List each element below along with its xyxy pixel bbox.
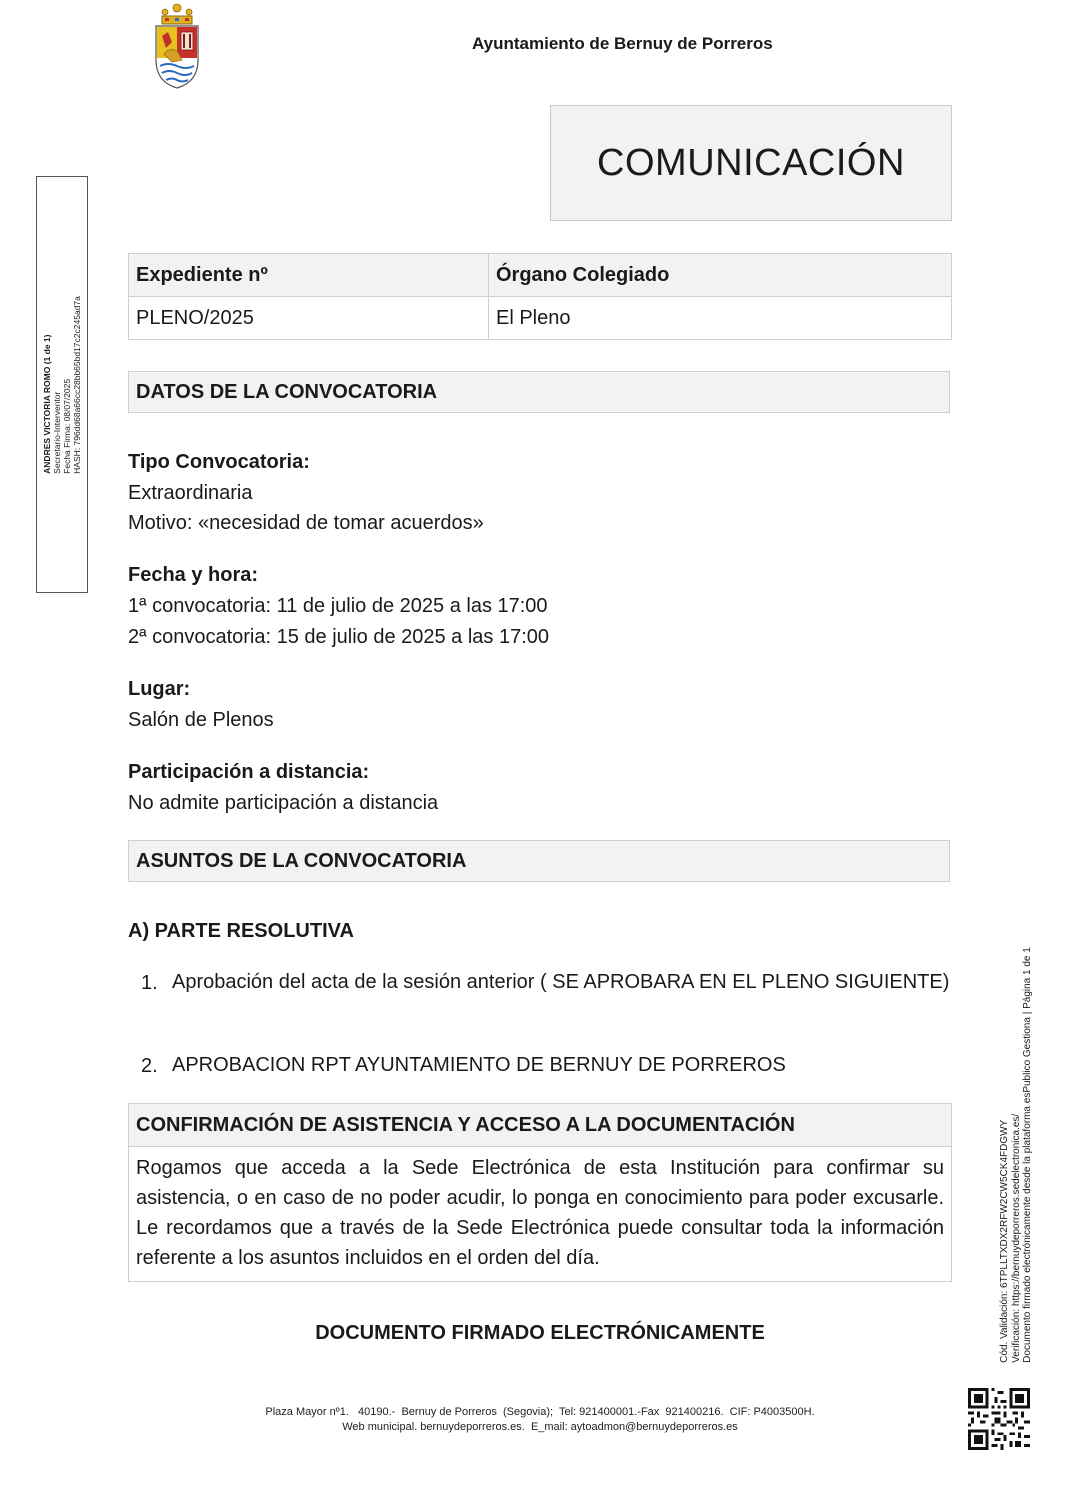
validation-code: Cód. Validación: 6TPLLTXDX2RFW2CW5CK4FDGWY xyxy=(998,1119,1010,1363)
lugar-value: Salón de Plenos xyxy=(128,709,274,731)
fecha-label: Fecha y hora: xyxy=(128,564,259,586)
confirmacion-box xyxy=(128,1103,952,1282)
convocatoria-2: 2ª convocatoria: 15 de julio de 2025 a las 17:00 xyxy=(128,626,550,648)
participacion-label: Participación a distancia: xyxy=(128,761,370,783)
organo-value: El Pleno xyxy=(489,297,952,340)
agenda-item-text: Aprobación del acta de la sesión anterior ( SE APROBARA EN EL PLENO SIGUIENTE) xyxy=(172,971,950,993)
tipo-value: Extraordinaria xyxy=(128,482,253,504)
validation-strip xyxy=(999,947,1034,1363)
qr-code xyxy=(968,1388,1030,1450)
coat-of-arms-logo xyxy=(150,2,204,90)
organization-name: Ayuntamiento de Bernuy de Porreros xyxy=(472,34,773,53)
footer-contact: Web municipal. bernuydeporreros.es. E_mail: aytoadmon@bernuydeporreros.es xyxy=(342,1421,738,1433)
footer-address: Plaza Mayor nº1. 40190.- Bernuy de Porreros (Segovia); Tel: 921400001.-Fax 921400216. CIF: P4003500H. xyxy=(265,1406,815,1418)
signature-date: Fecha Firma: 08/07/2025 xyxy=(62,378,72,474)
page-footer xyxy=(0,1405,1080,1435)
agenda-item-number: 2. xyxy=(141,1055,158,1077)
asuntos-section-title: ASUNTOS DE LA CONVOCATORIA xyxy=(128,840,950,882)
expediente-table xyxy=(128,253,952,340)
datos-section-title: DATOS DE LA CONVOCATORIA xyxy=(128,371,950,413)
document-type-title: COMUNICACIÓN xyxy=(550,105,952,221)
signature-stamp xyxy=(36,176,88,593)
participacion-value: No admite participación a distancia xyxy=(128,792,439,814)
agenda-item-text: APROBACION RPT AYUNTAMIENTO DE BERNUY DE PORREROS xyxy=(172,1054,786,1076)
agenda-item-number: 1. xyxy=(141,972,158,994)
signer-name: ANDRES VICTORIA ROMO (1 de 1) xyxy=(42,334,52,474)
confirmacion-title: CONFIRMACIÓN DE ASISTENCIA Y ACCESO A LA DOCUMENTACIÓN xyxy=(129,1104,951,1147)
expediente-header: Expediente nº xyxy=(129,254,489,297)
tipo-label: Tipo Convocatoria: xyxy=(128,451,310,473)
parte-resolutiva-title: A) PARTE RESOLUTIVA xyxy=(128,920,354,942)
signature-hash: HASH: 796dd68a66cc28bb65bd17c2c245ad7a xyxy=(72,295,82,474)
convocatoria-1: 1ª convocatoria: 11 de julio de 2025 a las 17:00 xyxy=(128,595,548,617)
confirmacion-body: Rogamos que acceda a la Sede Electrónica de esta Institución para confirmar su asistencia, o en caso de no poder acudir, lo ponga en conocimiento para poder excusarle. Le recordamos que a través de la Sede Electrónica puede consultar toda la información referente a los asuntos incluidos en el orden del día. xyxy=(136,1157,944,1269)
validation-url: Verificación: https://bernuydeporreros.sedelectronica.es/ xyxy=(1010,1113,1022,1363)
organo-header: Órgano Colegiado xyxy=(489,254,952,297)
motivo-text: Motivo: «necesidad de tomar acuerdos» xyxy=(128,512,484,534)
expediente-value: PLENO/2025 xyxy=(129,297,489,340)
signer-role: Secretario-Interventor xyxy=(52,391,62,474)
signed-notice: DOCUMENTO FIRMADO ELECTRÓNICAMENTE xyxy=(315,1322,765,1344)
table-header-row xyxy=(129,254,952,297)
lugar-label: Lugar: xyxy=(128,678,191,700)
table-row xyxy=(129,297,952,340)
validation-platform: Documento firmado electrónicamente desde la plataforma esPublico Gestiona | Página 1 de 1 xyxy=(1021,947,1033,1363)
